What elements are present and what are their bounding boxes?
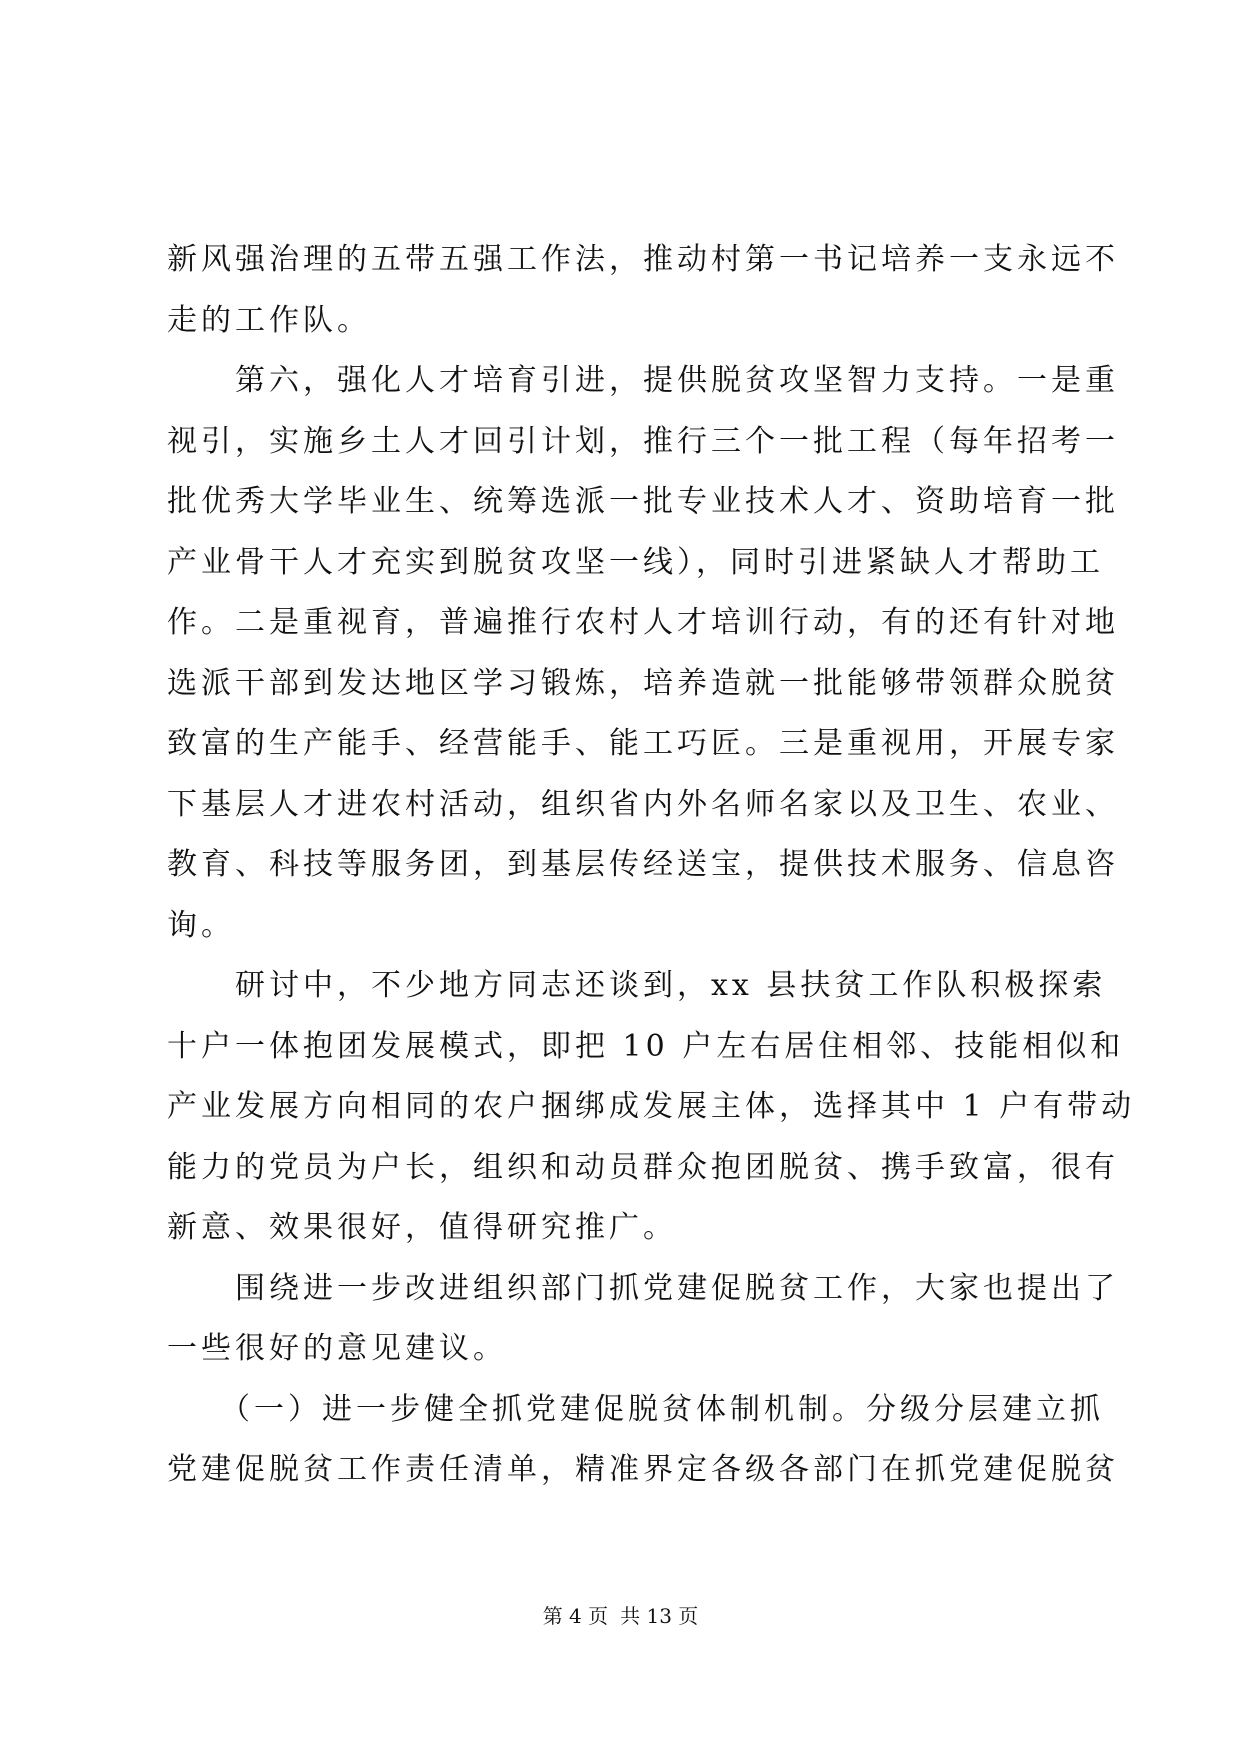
text-line: 围绕进一步改进组织部门抓党建促脱贫工作，大家也提出了 (167, 1270, 1119, 1306)
text-line: 下基层人才进农村活动，组织省内外名师名家以及卫生、农业、 (167, 786, 1119, 822)
text-line: 研讨中，不少地方同志还谈到，xx 县扶贫工作队积极探索 (167, 968, 1107, 1003)
text-line: 党建促脱贫工作责任清单，精准界定各级各部门在抓党建促脱贫 (167, 1452, 1119, 1487)
text-line: 第六，强化人才培育引进，提供脱贫攻坚智力支持。一是重 (167, 363, 1119, 398)
body-text (167, 230, 1136, 1501)
text-line: 教育、科技等服务团，到基层传经送宝，提供技术服务、信息咨 (167, 847, 1119, 882)
text-line: 询。 (167, 907, 235, 943)
text-line: 产业发展方向相同的农户捆绑成发展主体，选择其中 1 户有带动 (167, 1089, 1136, 1124)
page-footer (0, 1600, 1241, 1629)
text-line: 作。二是重视育，普遍推行农村人才培训行动，有的还有针对地 (167, 605, 1119, 640)
text-line: 视引，实施乡土人才回引计划，推行三个一批工程（每年招考一 (167, 423, 1119, 459)
text-line: （一）进一步健全抓党建促脱贫体制机制。分级分层建立抓 (167, 1391, 1104, 1427)
text-line: 选派干部到发达地区学习锻炼，培养造就一批能够带领群众脱贫 (167, 665, 1119, 701)
text-line: 新意、效果很好，值得研究推广。 (167, 1210, 677, 1245)
text-line: 产业骨干人才充实到脱贫攻坚一线），同时引进紧缺人才帮助工 (167, 544, 1104, 580)
text-line: 能力的党员为户长，组织和动员群众抱团脱贫、携手致富，很有 (167, 1149, 1119, 1185)
text-line: 新风强治理的五带五强工作法，推动村第一书记培养一支永远不 (167, 242, 1119, 277)
text-line: 致富的生产能手、经营能手、能工巧匠。三是重视用，开展专家 (167, 726, 1119, 761)
text-line: 一些很好的意见建议。 (167, 1331, 507, 1366)
text-line: 走的工作队。 (167, 302, 371, 338)
total-pages: 共 13 页 (620, 1604, 699, 1628)
text-line: 批优秀大学毕业生、统筹选派一批专业技术人才、资助培育一批 (167, 484, 1119, 519)
text-line: 十户一体抱团发展模式，即把 10 户左右居住相邻、技能相似和 (167, 1028, 1125, 1064)
page-number: 第 4 页 (542, 1604, 609, 1628)
